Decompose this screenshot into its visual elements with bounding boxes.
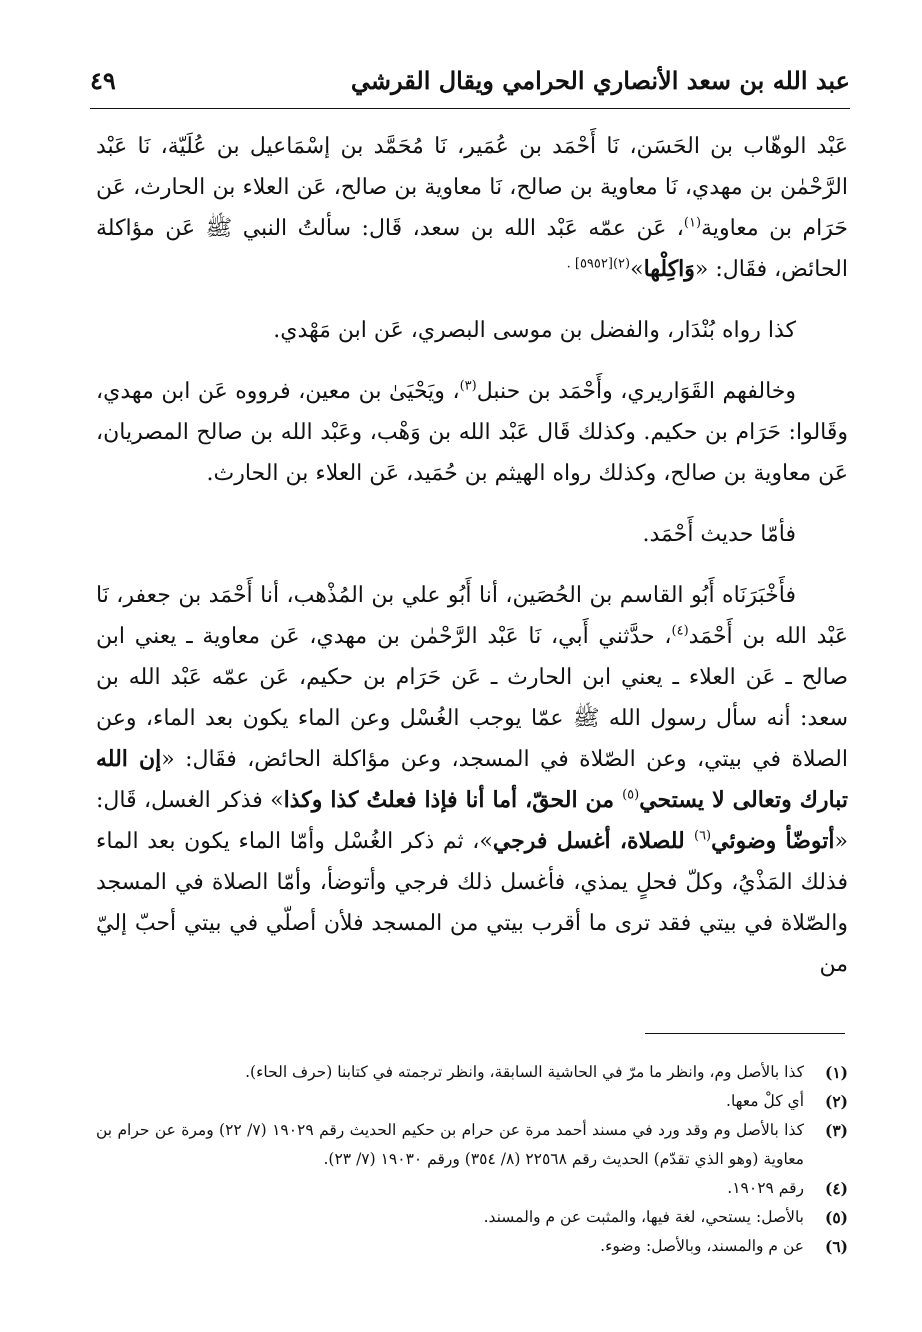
footnote-item bbox=[96, 1116, 848, 1174]
header-title: عبد الله بن سعد الأنصاري الحرامي ويقال القرشي bbox=[350, 66, 850, 95]
paragraph-text: عَبْد الوهّاب بن الحَسَن، نَا أَحْمَد بن عُمَير، نَا مُحَمَّد بن إسْمَاعيل بن عُلَيّة، نَا عَبْد الرَّحْمٰن بن مهدي، نَا معاوية بن صالح، نَا معاوية بن صالح، عَن العلاء بن الحارث، عَن حَرَام بن معاوية bbox=[96, 134, 848, 241]
footnote-number: (١) bbox=[824, 1063, 848, 1082]
footnote-text: بالأصل: يستحي، لغة فيها، والمثبت عن م والمسند. bbox=[483, 1208, 804, 1226]
footnote-divider bbox=[645, 1033, 845, 1034]
footnote-ref: (٥) bbox=[622, 787, 640, 803]
paragraph-text: » bbox=[630, 257, 644, 282]
footnote-item bbox=[96, 1203, 848, 1232]
paragraph-4: فأمّا حديث أَحْمَد. bbox=[642, 522, 796, 547]
footnote-text: عن م والمسند، وبالأصل: وضوء. bbox=[600, 1237, 804, 1255]
paragraph-text: ، عَن عمّه عَبْد الله بن سعد، قَال: سألتُ النبي ﷺ عَن مؤاكلة الحائض، فقَال: « bbox=[96, 216, 848, 282]
footnote-ref: (٤) bbox=[671, 623, 689, 639]
footnote-text: كذا بالأصل وم، وانظر ما مرّ في الحاشية السابقة، وانظر ترجمته في كتابنا (حرف الحاء). bbox=[245, 1063, 804, 1081]
bold-quote: أتوضّأ وضوئي bbox=[711, 828, 835, 854]
footnote-number: (٣) bbox=[824, 1121, 848, 1140]
bold-quote: إن الله تبارك وتعالى لا يستحي bbox=[96, 746, 848, 813]
footnote-ref: (٦) bbox=[693, 828, 712, 844]
footnote-item bbox=[96, 1174, 848, 1203]
footnote-number: (٦) bbox=[824, 1237, 848, 1256]
footnote-item bbox=[96, 1232, 848, 1261]
paragraph-1 bbox=[96, 126, 848, 290]
hadith-number: [٥٩٥٢] . bbox=[566, 256, 613, 272]
footnote-ref: (١) bbox=[683, 215, 702, 231]
footnote-number: (٥) bbox=[824, 1208, 848, 1227]
main-text bbox=[96, 126, 848, 985]
paragraph-text: »، ثم ذكر الغُسْل وأمّا الماء يكون بعد الماء فذلك المَذْيُ، وكلّ فحلٍ يمذي، فأغسل ذلك فرجي وأتوضأ، وأمّا الصلاة في المسجد والصّلاة في بيتي فقد ترى ما أقرب بيتي من المسجد فلأن أصلّي في بيتي أحبّ إليّ من bbox=[96, 829, 848, 977]
footnote-ref: (٣) bbox=[459, 378, 477, 394]
paragraph-3 bbox=[96, 371, 848, 494]
footnote-number: (٢) bbox=[824, 1092, 848, 1111]
footnote-text: رقم ١٩٠٢٩. bbox=[727, 1179, 804, 1197]
paragraph-text: ، ويَحْيَىٰ بن معين، فرووه عَن ابن مهدي، وقَالوا: حَرَام بن حكيم. وكذلك قَال عَبْد الله بن وَهْب، وعَبْد الله بن صالح المصريان، عَن معاوية بن صالح، وكذلك رواه الهيثم بن حُمَيد، عَن العلاء بن الحارث. bbox=[96, 379, 848, 486]
footnote-ref: (٢) bbox=[612, 256, 631, 272]
paragraph-2: كذا رواه بُنْدَار، والفضل بن موسى البصري، عَن ابن مَهْدي. bbox=[273, 318, 796, 343]
paragraph-text: فأَخْبَرَنَاه أَبُو القاسم بن الحُصَين، أنا أَبُو علي بن المُذْهب، أنا أَحْمَد بن جعفر، نَا عَبْد الله بن أَحْمَد bbox=[96, 583, 848, 649]
running-header bbox=[90, 62, 850, 102]
paragraph-text: ، حدَّثني أَبي، نَا عَبْد الرَّحْمٰن بن مهدي، عَن معاوية ـ يعني ابن صالح ـ عَن العلاء ـ يعني ابن الحارث ـ عَن حَرَام بن حكيم، عَن عمّه عَبْد الله بن سعد: أنه سأل رسول الله ﷺ عمّا يوجب الغُسْل وعن الماء يكون بعد الماء، وعن الصلاة في بيتي، وعن الصّلاة في المسجد، وعن مؤاكلة الحائض، فقَال: « bbox=[96, 624, 848, 772]
footnote-number: (٤) bbox=[824, 1179, 848, 1198]
paragraph-text: » فذكر الغسل، قَال: « bbox=[96, 788, 848, 854]
bold-quote: وَاكِلْها bbox=[643, 256, 695, 282]
footnotes bbox=[96, 1058, 848, 1261]
footnote-item bbox=[96, 1087, 848, 1116]
bold-quote: للصلاة، أغسل فرجي bbox=[492, 828, 694, 854]
paragraph-text: وخالفهم القَوَاريري، وأَحْمَد بن حنبل bbox=[476, 379, 796, 404]
footnote-text: أي كلْ معها. bbox=[726, 1092, 804, 1110]
header-divider bbox=[90, 108, 850, 109]
page-number: ٤٩ bbox=[90, 66, 116, 95]
footnote-text: كذا بالأصل وم وقد ورد في مسند أحمد مرة عن حرام بن حكيم الحديث رقم ١٩٠٢٩ (٧/ ٢٢) ومرة عن حرام بن معاوية (وهو الذي تقدّم) الحديث رقم ٢٢٥٦٨ (٨/ ٣٥٤) ورقم ١٩٠٣٠ (٧/ ٢٣). bbox=[96, 1121, 805, 1168]
footnote-item bbox=[96, 1058, 848, 1087]
paragraph-5 bbox=[96, 575, 848, 985]
bold-quote: من الحقّ، أما أنا فإذا فعلتُ كذا وكذا bbox=[283, 787, 623, 813]
